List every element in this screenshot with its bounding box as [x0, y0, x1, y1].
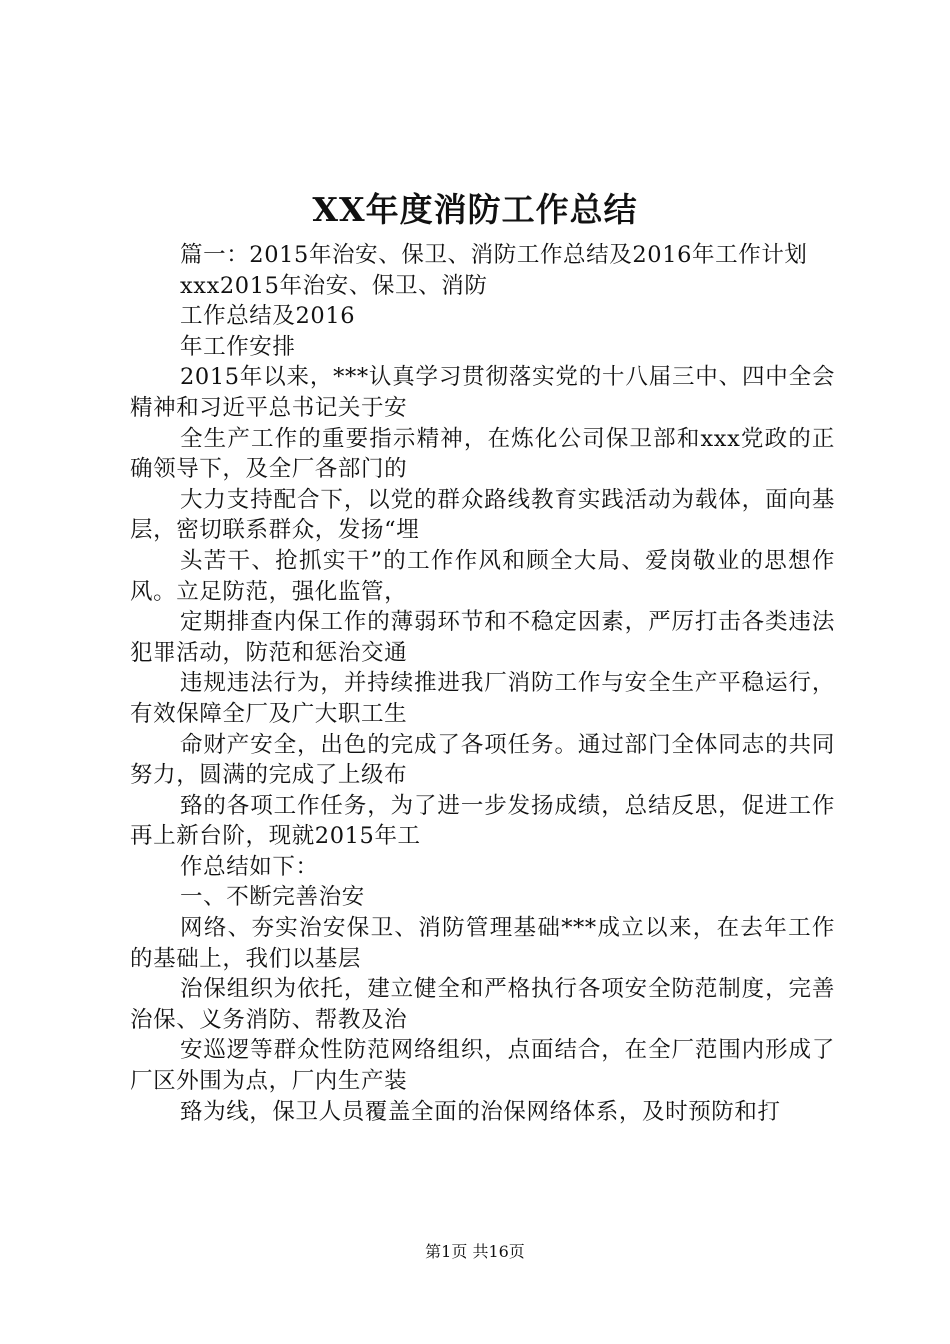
- paragraph: 臵为线，保卫人员覆盖全面的治保网络体系，及时预防和打: [180, 1098, 781, 1125]
- paragraph: 头苦干、抢抓实干”的工作作风和顾全大局、爱岗敬业的思想作风。立足防范，强化监管，: [130, 547, 835, 605]
- paragraph: 定期排查内保工作的薄弱环节和不稳定因素，严厉打击各类违法犯罪活动，防范和惩治交通: [130, 609, 835, 666]
- paragraph: 2015年以来，***认真学习贯彻落实党的十八届三中、四中全会精神和习近平总书记关于安: [130, 364, 835, 421]
- paragraph: 全生产工作的重要指示精神，在炼化公司保卫部和xxx党政的正确领导下，及全厂各部门的: [130, 425, 835, 483]
- paragraph: 工作总结及2016: [180, 303, 356, 330]
- paragraph: 大力支持配合下，以党的群众路线教育实践活动为载体，面向基层，密切联系群众，发扬“埋: [130, 486, 835, 544]
- paragraph: 治保组织为依托，建立健全和严格执行各项安全防范制度，完善治保、义务消防、帮教及治: [130, 976, 835, 1033]
- paragraph: 违规违法行为，并持续推进我厂消防工作与安全生产平稳运行，有效保障全厂及广大职工生: [130, 670, 835, 727]
- paragraph: 臵的各项工作任务，为了进一步发扬成绩，总结反思，促进工作再上新台阶，现就2015年工: [130, 792, 835, 850]
- paragraph: 网络、夯实治安保卫、消防管理基础***成立以来，在去年工作的基础上，我们以基层: [130, 915, 835, 972]
- paragraph: 一、不断完善治安: [180, 884, 365, 911]
- paragraph: 命财产安全，出色的完成了各项任务。通过部门全体同志的共同努力，圆满的完成了上级布: [130, 731, 835, 789]
- paragraph: 安巡逻等群众性防范网络组织，点面结合，在全厂范围内形成了厂区外围为点，厂内生产装: [130, 1037, 835, 1095]
- paragraph: 作总结如下：: [180, 853, 319, 880]
- document-body: [130, 240, 835, 1127]
- paragraph: 年工作安排: [180, 333, 296, 360]
- paragraph: xxx2015年治安、保卫、消防: [180, 272, 488, 299]
- paragraph: 篇一：2015年治安、保卫、消防工作总结及2016年工作计划: [180, 242, 808, 268]
- page-number-footer: 第1页 共16页: [425, 1242, 525, 1261]
- document-title: XX年度消防工作总结: [312, 190, 638, 229]
